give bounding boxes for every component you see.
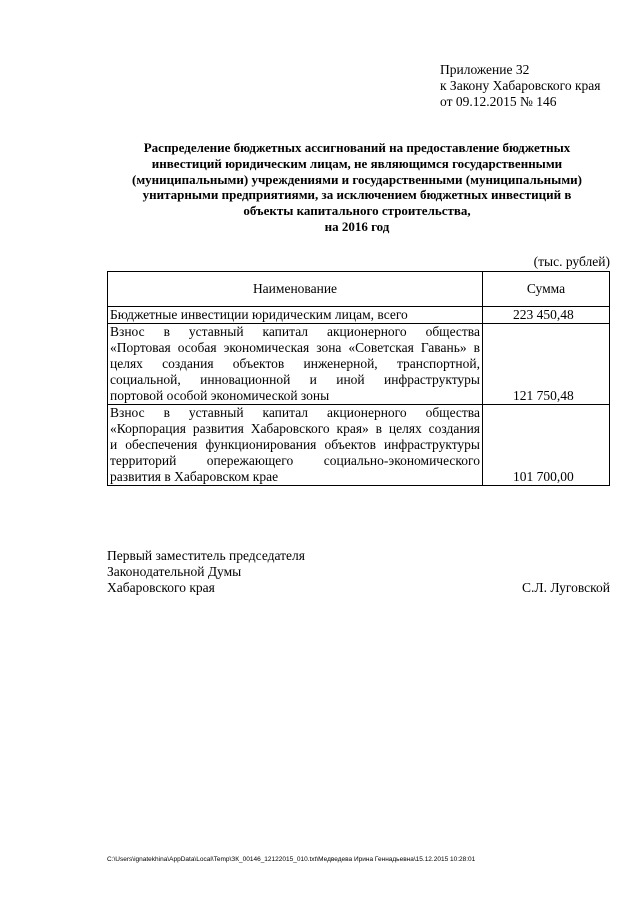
row-name-line: целях создания объектов инженерной, транспортной, [110,356,480,371]
row-name-line: Взнос в уставный капитал акционерного общества [110,324,480,339]
signature-block [107,548,610,596]
title-line: объекты капитального строительства, [243,203,471,219]
row-name-line: Взнос в уставный капитал акционерного общества [110,405,480,420]
row-name [108,324,483,405]
row-sum: 121 750,48 [483,324,610,405]
signature-line: Хабаровского края [107,580,215,595]
header-sum: Сумма [483,272,610,307]
document-title [112,140,602,235]
row-sum: 223 450,48 [483,307,610,324]
row-name-line: развития в Хабаровском крае [110,469,279,484]
row-name [108,405,483,486]
row-name-line: Бюджетные инвестиции юридическим лицам, всего [110,307,408,322]
title-line: унитарными предприятиями, за исключением бюджетных инвестиций в [142,187,572,203]
appendix-line: к Закону Хабаровского края [440,78,601,93]
file-path-footer: C:\Users\ignatekhina\AppData\Local\Temp\ЗК_00146_12122015_010.txt\Медведева Ирина Геннадьевна\15.12.2015 10:28:01 [107,856,476,863]
row-name-line: портовой особой экономической зоны [110,388,330,403]
appendix-line: Приложение 32 [440,62,530,77]
table-row [108,307,610,324]
row-name-line: и обеспечения функционирования объектов инфраструктуры [110,437,480,452]
table-row [108,405,610,486]
title-line: на 2016 год [324,218,390,234]
appendix-block [440,62,601,110]
table-header-row [108,272,610,307]
row-name-line: «Портовая особая экономическая зона «Советская Гавань» в [110,340,480,355]
title-line: Распределение бюджетных ассигнований на предоставление бюджетных [143,140,571,155]
signatory-name: С.Л. Луговской [522,580,610,595]
row-name-line: социальной, инновационной и иной инфраструктуры [110,372,480,387]
investments-table [107,271,610,486]
table-row [108,324,610,405]
row-name-line: «Корпорация развития Хабаровского края» в целях создания [110,421,480,436]
signature-line: Законодательной Думы [107,564,242,579]
row-name [108,307,483,324]
units-label: (тыс. рублей) [533,254,610,269]
appendix-line: от 09.12.2015 № 146 [440,94,557,109]
title-line: инвестиций юридическим лицам, не являющимся государственными [151,155,563,171]
row-sum: 101 700,00 [483,405,610,486]
header-name: Наименование [108,272,483,307]
signature-line: Первый заместитель председателя [107,548,305,563]
title-line: (муниципальными) учреждениями и государственными (муниципальными) [131,171,582,187]
row-name-line: территорий опережающего социально-экономического [110,453,480,468]
